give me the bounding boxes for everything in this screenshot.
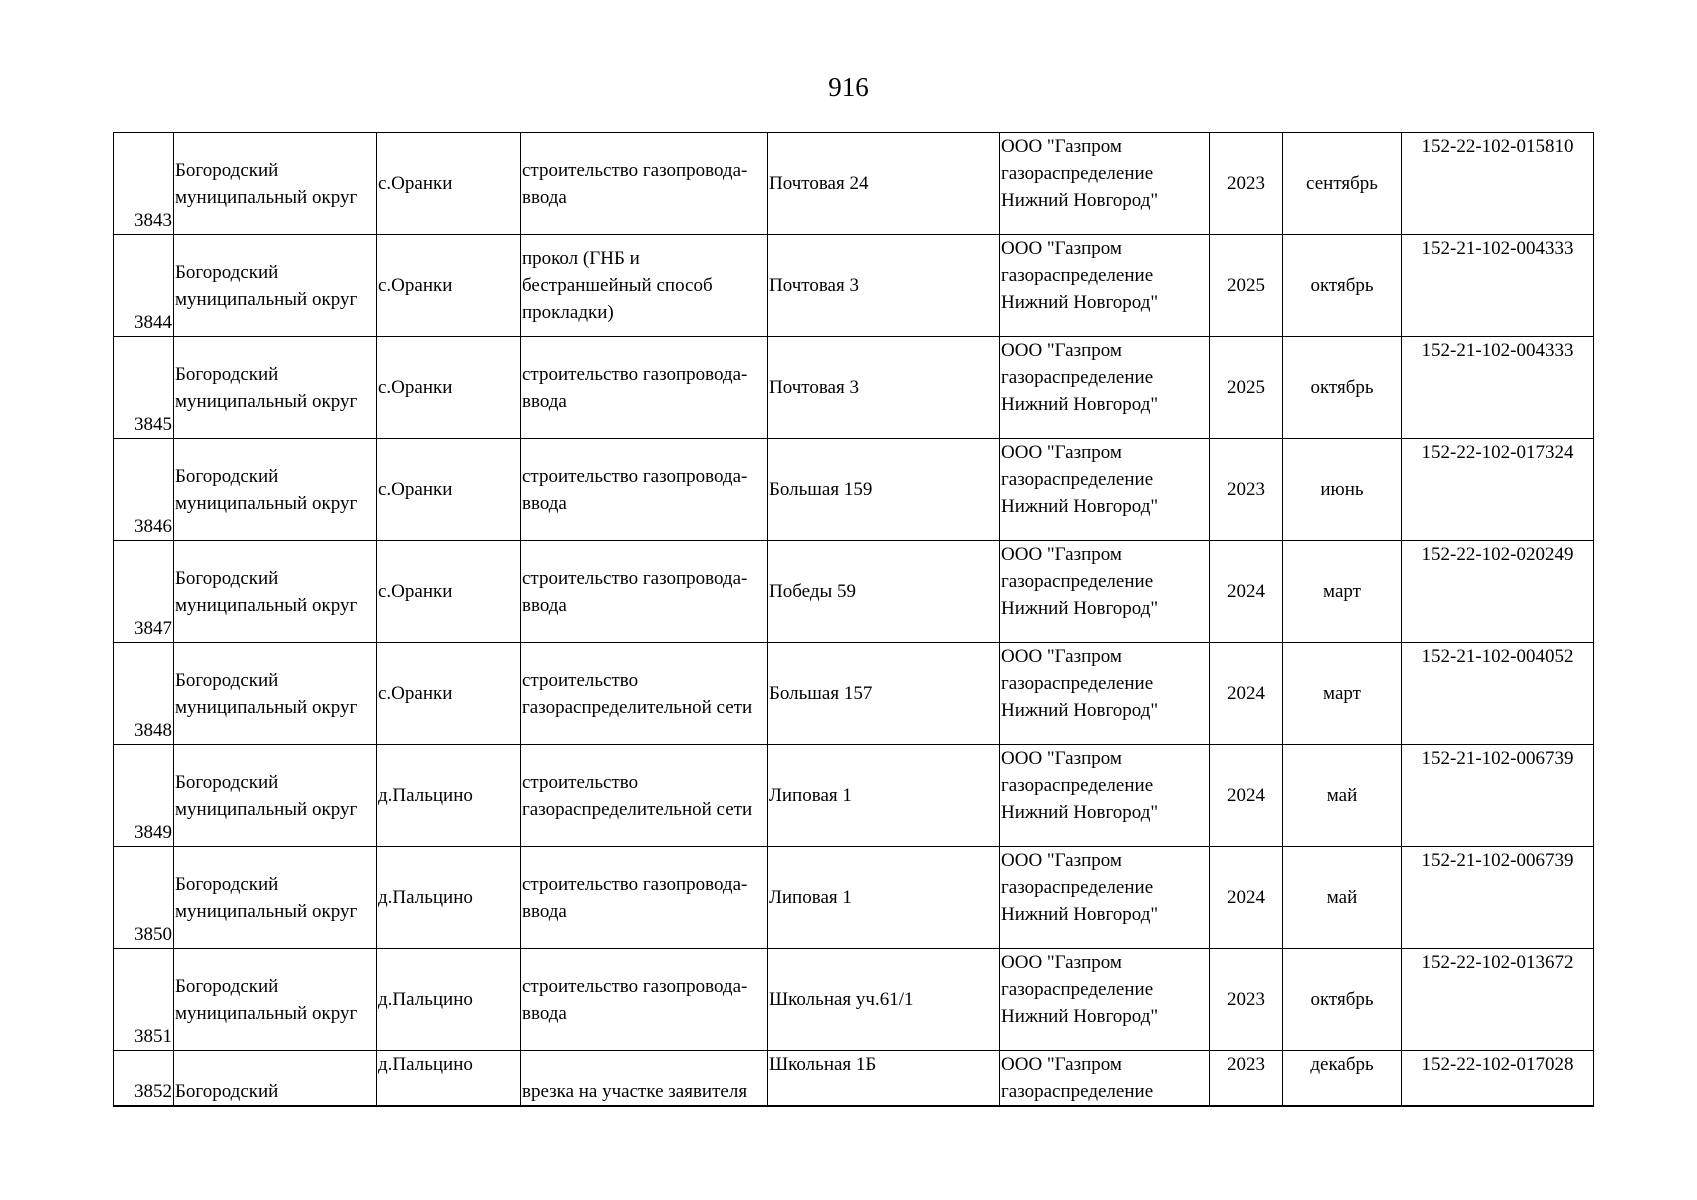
district-cell-line: Богородский (175, 1081, 279, 1102)
work-type-cell-line: ввода (522, 186, 567, 208)
code-cell: 152-21-102-004333 (1402, 235, 1594, 337)
work-type-cell-line: ввода (522, 492, 567, 514)
table-row (114, 439, 1594, 541)
organization-cell (1000, 1051, 1210, 1107)
work-type-cell-line: ввода (522, 594, 567, 616)
organization-cell (1000, 643, 1210, 745)
work-type-cell (521, 439, 768, 541)
district-cell (174, 643, 377, 745)
month-cell: октябрь (1283, 949, 1402, 1051)
organization-cell-line: Нижний Новгород" (1001, 1006, 1159, 1027)
register-table (113, 132, 1594, 1107)
year-cell: 2025 (1210, 337, 1283, 439)
organization-cell-line: газораспределение (1001, 571, 1154, 592)
organization-cell (1000, 745, 1210, 847)
table-row (114, 1051, 1594, 1107)
address-cell: Школьная уч.61/1 (768, 949, 1000, 1051)
district-cell-line: муниципальный округ (175, 696, 358, 718)
row-number: 3851 (114, 949, 174, 1051)
row-number: 3844 (114, 235, 174, 337)
work-type-cell (521, 847, 768, 949)
district-cell-line: муниципальный округ (175, 288, 358, 310)
work-type-cell (521, 235, 768, 337)
table-body (114, 133, 1594, 1107)
table-row (114, 745, 1594, 847)
address-cell: Победы 59 (768, 541, 1000, 643)
district-cell-line: Богородский (175, 567, 279, 589)
work-type-cell (521, 337, 768, 439)
organization-cell-line: газораспределение (1001, 877, 1154, 898)
district-cell-line: Богородский (175, 669, 279, 691)
code-cell: 152-22-102-017324 (1402, 439, 1594, 541)
code-cell: 152-22-102-020249 (1402, 541, 1594, 643)
work-type-cell (521, 1051, 768, 1107)
code-cell: 152-21-102-006739 (1402, 847, 1594, 949)
organization-cell-line: Нижний Новгород" (1001, 496, 1159, 517)
work-type-cell-line: бестраншейный способ (522, 275, 713, 296)
village-cell: с.Оранки (377, 643, 521, 745)
table-row (114, 643, 1594, 745)
row-number: 3843 (114, 133, 174, 235)
organization-cell (1000, 439, 1210, 541)
work-type-cell-line: строительство газопровода- (522, 975, 748, 997)
organization-cell-line: газораспределение (1001, 979, 1154, 1000)
organization-cell (1000, 847, 1210, 949)
month-cell: май (1283, 847, 1402, 949)
village-cell: д.Пальцино (377, 847, 521, 949)
organization-cell (1000, 337, 1210, 439)
address-cell: Большая 157 (768, 643, 1000, 745)
village-cell: с.Оранки (377, 439, 521, 541)
year-cell: 2024 (1210, 643, 1283, 745)
district-cell (174, 1051, 377, 1107)
village-cell: с.Оранки (377, 337, 521, 439)
year-cell: 2023 (1210, 949, 1283, 1051)
address-cell: Липовая 1 (768, 847, 1000, 949)
organization-cell-line: газораспределение (1001, 265, 1154, 286)
work-type-cell (521, 643, 768, 745)
address-cell: Липовая 1 (768, 745, 1000, 847)
row-number: 3845 (114, 337, 174, 439)
district-cell-line: муниципальный округ (175, 594, 358, 616)
organization-cell-line: ООО "Газпром (1001, 238, 1122, 259)
organization-cell (1000, 235, 1210, 337)
work-type-cell-line: ввода (522, 1002, 567, 1024)
work-type-cell-line: строительство газопровода- (522, 873, 748, 895)
district-cell-line: Богородский (175, 465, 279, 487)
district-cell-line: Богородский (175, 363, 279, 385)
district-cell (174, 949, 377, 1051)
district-cell (174, 541, 377, 643)
organization-cell-line: ООО "Газпром (1001, 646, 1122, 667)
village-cell: д.Пальцино (377, 949, 521, 1051)
organization-cell-line: ООО "Газпром (1001, 340, 1122, 361)
year-cell: 2023 (1210, 1051, 1283, 1107)
table-row (114, 949, 1594, 1051)
table-row (114, 133, 1594, 235)
organization-cell-line: Нижний Новгород" (1001, 190, 1159, 211)
code-cell: 152-21-102-004333 (1402, 337, 1594, 439)
code-cell: 152-22-102-015810 (1402, 133, 1594, 235)
row-number: 3852 (114, 1051, 174, 1107)
code-cell: 152-21-102-006739 (1402, 745, 1594, 847)
page-number: 916 (828, 72, 869, 102)
organization-cell-line: Нижний Новгород" (1001, 292, 1159, 313)
month-cell: июнь (1283, 439, 1402, 541)
district-cell-line: муниципальный округ (175, 798, 358, 820)
organization-cell-line: ООО "Газпром (1001, 850, 1122, 871)
organization-cell (1000, 949, 1210, 1051)
organization-cell-line: Нижний Новгород" (1001, 802, 1159, 823)
organization-cell-line: ООО "Газпром (1001, 136, 1122, 157)
work-type-cell-line: строительство газопровода- (522, 363, 748, 385)
work-type-cell-line: строительство (522, 669, 639, 691)
organization-cell-line: ООО "Газпром (1001, 442, 1122, 463)
row-number: 3848 (114, 643, 174, 745)
village-cell: д.Пальцино (377, 1051, 521, 1107)
year-cell: 2023 (1210, 439, 1283, 541)
work-type-cell (521, 541, 768, 643)
table-row (114, 847, 1594, 949)
organization-cell-line: ООО "Газпром (1001, 1054, 1122, 1075)
work-type-cell-line: ввода (522, 900, 567, 922)
work-type-cell-line: газораспределительной сети (522, 798, 753, 820)
organization-cell-line: Нижний Новгород" (1001, 700, 1159, 721)
organization-cell-line: газораспределение (1001, 1081, 1154, 1102)
work-type-cell (521, 133, 768, 235)
district-cell-line: муниципальный округ (175, 1002, 358, 1024)
row-number: 3850 (114, 847, 174, 949)
village-cell: с.Оранки (377, 133, 521, 235)
organization-cell-line: газораспределение (1001, 775, 1154, 796)
work-type-cell-line: строительство газопровода- (522, 567, 748, 589)
address-cell: Школьная 1Б (768, 1051, 1000, 1107)
organization-cell (1000, 133, 1210, 235)
organization-cell-line: ООО "Газпром (1001, 952, 1122, 973)
district-cell (174, 745, 377, 847)
organization-cell-line: газораспределение (1001, 673, 1154, 694)
organization-cell-line: газораспределение (1001, 367, 1154, 388)
work-type-cell-line: строительство (522, 771, 639, 793)
row-number: 3846 (114, 439, 174, 541)
district-cell-line: Богородский (175, 873, 279, 895)
district-cell-line: Богородский (175, 975, 279, 997)
month-cell: май (1283, 745, 1402, 847)
address-cell: Почтовая 3 (768, 235, 1000, 337)
organization-cell (1000, 541, 1210, 643)
month-cell: март (1283, 541, 1402, 643)
district-cell-line: муниципальный округ (175, 186, 358, 208)
month-cell: сентябрь (1283, 133, 1402, 235)
district-cell (174, 133, 377, 235)
year-cell: 2023 (1210, 133, 1283, 235)
district-cell (174, 337, 377, 439)
address-cell: Почтовая 3 (768, 337, 1000, 439)
work-type-cell-line: прокол (ГНБ и (522, 248, 640, 269)
organization-cell-line: Нижний Новгород" (1001, 394, 1159, 415)
village-cell: с.Оранки (377, 235, 521, 337)
table-row (114, 337, 1594, 439)
address-cell: Почтовая 24 (768, 133, 1000, 235)
year-cell: 2024 (1210, 541, 1283, 643)
organization-cell-line: ООО "Газпром (1001, 544, 1122, 565)
organization-cell-line: Нижний Новгород" (1001, 598, 1159, 619)
month-cell: октябрь (1283, 337, 1402, 439)
work-type-cell-line: газораспределительной сети (522, 696, 753, 718)
row-number: 3849 (114, 745, 174, 847)
village-cell: с.Оранки (377, 541, 521, 643)
village-cell: д.Пальцино (377, 745, 521, 847)
work-type-cell-line: строительство газопровода- (522, 465, 748, 487)
work-type-cell-line: прокладки) (522, 302, 614, 323)
organization-cell-line: газораспределение (1001, 469, 1154, 490)
district-cell (174, 847, 377, 949)
district-cell-line: Богородский (175, 261, 279, 283)
district-cell (174, 235, 377, 337)
year-cell: 2024 (1210, 847, 1283, 949)
address-cell: Большая 159 (768, 439, 1000, 541)
work-type-cell (521, 745, 768, 847)
work-type-cell-line: врезка на участке заявителя (522, 1081, 748, 1102)
year-cell: 2024 (1210, 745, 1283, 847)
month-cell: март (1283, 643, 1402, 745)
work-type-cell-line: ввода (522, 390, 567, 412)
organization-cell-line: газораспределение (1001, 163, 1154, 184)
month-cell: октябрь (1283, 235, 1402, 337)
code-cell: 152-22-102-017028 (1402, 1051, 1594, 1107)
table-row (114, 235, 1594, 337)
district-cell-line: муниципальный округ (175, 390, 358, 412)
district-cell-line: Богородский (175, 159, 279, 181)
table-row (114, 541, 1594, 643)
row-number: 3847 (114, 541, 174, 643)
code-cell: 152-22-102-013672 (1402, 949, 1594, 1051)
work-type-cell-line: строительство газопровода- (522, 159, 748, 181)
year-cell: 2025 (1210, 235, 1283, 337)
month-cell: декабрь (1283, 1051, 1402, 1107)
organization-cell-line: ООО "Газпром (1001, 748, 1122, 769)
organization-cell-line: Нижний Новгород" (1001, 904, 1159, 925)
work-type-cell (521, 949, 768, 1051)
district-cell (174, 439, 377, 541)
district-cell-line: муниципальный округ (175, 900, 358, 922)
district-cell-line: Богородский (175, 771, 279, 793)
code-cell: 152-21-102-004052 (1402, 643, 1594, 745)
district-cell-line: муниципальный округ (175, 492, 358, 514)
